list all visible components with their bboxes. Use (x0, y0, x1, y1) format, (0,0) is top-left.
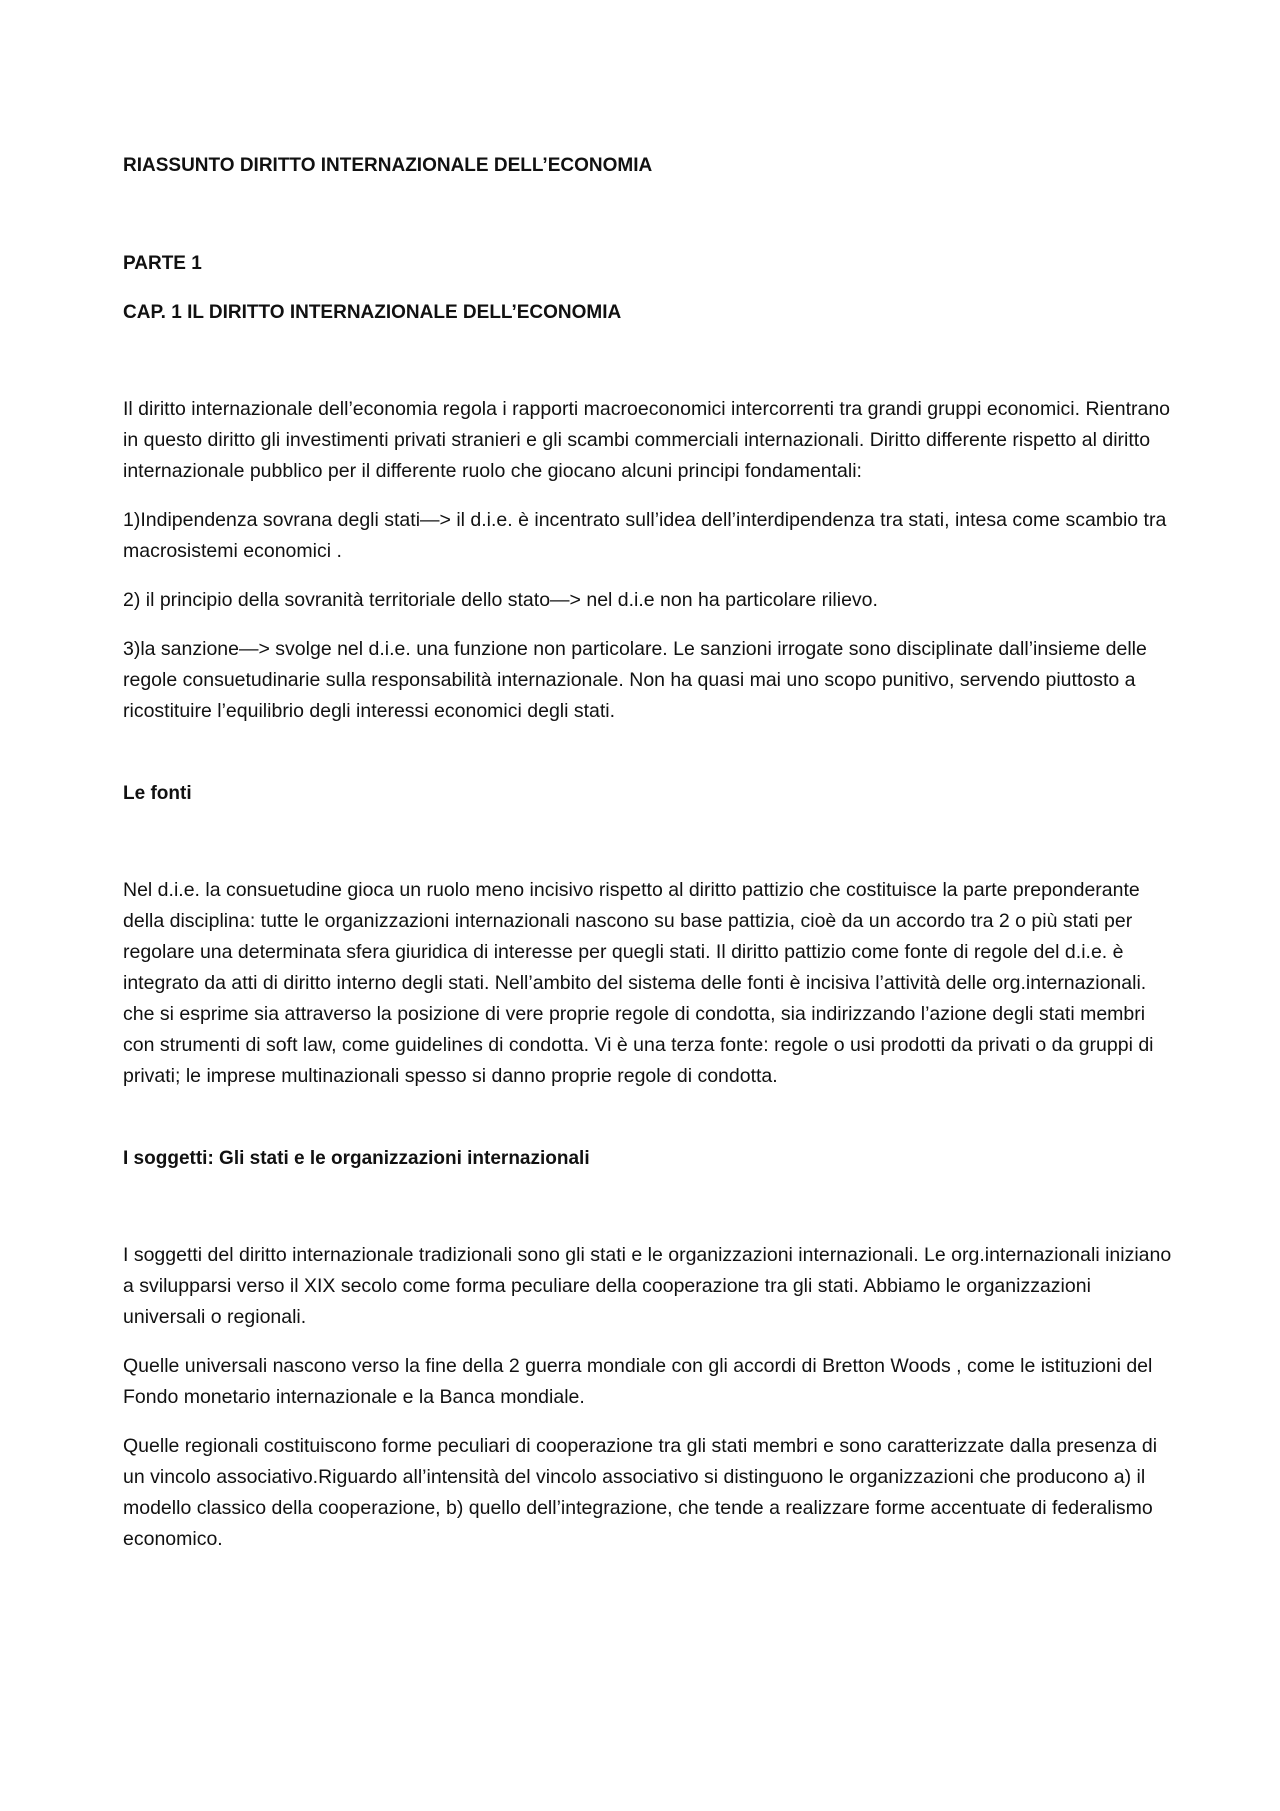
soggetti-paragraph-2: Quelle universali nascono verso la fine della 2 guerra mondiale con gli accordi di Bretton Woods , come le istituzioni del Fondo monetario internazionale e la Banca mondiale. (123, 1355, 1153, 1408)
principle-1-paragraph: 1)Indipendenza sovrana degli stati—> il d.i.e. è incentrato sull’idea dell’interdipendenza tra stati, intesa come scambio tra macrosistemi economici . (123, 509, 1167, 562)
section-heading-fonti: Le fonti (123, 783, 192, 804)
section-heading-soggetti: I soggetti: Gli stati e le organizzazioni internazionali (123, 1148, 590, 1169)
intro-paragraph: Il diritto internazionale dell’economia regola i rapporti macroeconomici intercorrenti tra grandi gruppi economici. Rientrano in questo diritto gli investimenti privati stranieri e gli scambi commerciali internazionali. Diritto differente rispetto al diritto internazionale pubblico per il differente ruolo che giocano alcuni principi fondamentali: (123, 398, 1171, 482)
soggetti-paragraph-3: Quelle regionali costituiscono forme peculiari di cooperazione tra gli stati membri e sono caratterizzate dalla presenza di un vincolo associativo.Riguardo all’intensità del vincolo associativo si distinguono le organizzazioni che producono a) il modello classico della cooperazione, b) quello dell’integrazione, che tende a realizzare forme accentuate di federalismo economico. (123, 1435, 1158, 1550)
soggetti-paragraph-1: I soggetti del diritto internazionale tradizionali sono gli stati e le organizzazioni internazionali. Le org.internazionali iniziano a svilupparsi verso il XIX secolo come forma peculiare della cooperazione tra gli stati. Abbiamo le organizzazioni universali o regionali. (123, 1244, 1172, 1328)
fonti-paragraph: Nel d.i.e. la consuetudine gioca un ruolo meno incisivo rispetto al diritto pattizio che costituisce la parte preponderante della disciplina: tutte le organizzazioni internazionali nascono su base pattizia, cioè da un accordo tra 2 o più stati per regolare una determinata sfera giuridica di interesse per quegli stati. Il diritto pattizio come fonte di regole del d.i.e. è integrato da atti di diritto interno degli stati. Nell’ambito del sistema delle fonti è incisiva l’attività delle org.internazionali. che si esprime sia attraverso la posizione di vere proprie regole di condotta, sia indirizzando l’azione degli stati membri con strumenti di soft law, come guidelines di condotta. Vi è una terza fonte: regole o usi prodotti da privati o da gruppi di privati; le imprese multinazionali spesso si danno proprie regole di condotta. (123, 879, 1154, 1087)
chapter-title: CAP. 1 IL DIRITTO INTERNAZIONALE DELL’ECONOMIA (123, 302, 622, 323)
principle-3-paragraph: 3)la sanzione—> svolge nel d.i.e. una funzione non particolare. Le sanzioni irrogate sono disciplinate dall’insieme delle regole consuetudinarie sulla responsabilità internazionale. Non ha quasi mai uno scopo punitivo, servendo piuttosto a ricostituire l’equilibrio degli interessi economici degli stati. (123, 638, 1147, 722)
document-title: RIASSUNTO DIRITTO INTERNAZIONALE DELL’ECONOMIA (123, 155, 653, 176)
part-title: PARTE 1 (123, 253, 202, 274)
principle-2-paragraph: 2) il principio della sovranità territoriale dello stato—> nel d.i.e non ha particolare rilievo. (123, 589, 878, 611)
document-body (123, 150, 1173, 1573)
